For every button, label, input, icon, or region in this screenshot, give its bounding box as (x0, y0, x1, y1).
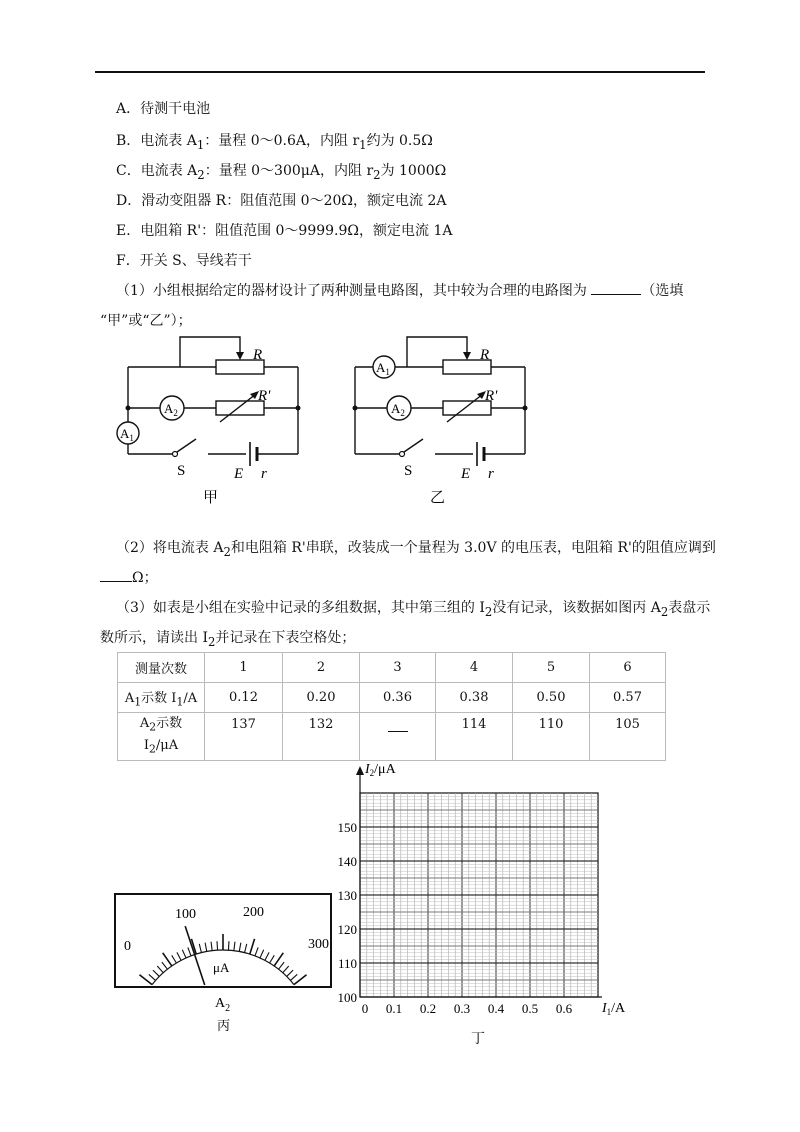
label-r-prime: R' (485, 388, 498, 404)
table-cell: 132 (283, 713, 360, 761)
label-e: E (234, 466, 244, 482)
option-c: C．电流表 $A_2$：量程 0～300μA，内阻 $r_2$为 1000Ω (116, 163, 447, 182)
caption-jia: 甲 (203, 490, 219, 506)
table-cell: 4 (436, 653, 513, 683)
meter-tick-label: 100 (175, 907, 196, 922)
meter-bing (113, 890, 338, 1040)
table-cell: 5 (513, 653, 590, 683)
label-e: E (461, 466, 471, 482)
top-rule (95, 71, 705, 73)
table-row (118, 683, 666, 713)
x-tick-label: 0.5 (521, 1001, 539, 1016)
label-s: S (177, 463, 186, 479)
meter-tick (217, 941, 218, 950)
question-1-line-2: “甲”或“乙”）； (100, 313, 192, 329)
label-r: R (253, 347, 263, 363)
grid (360, 793, 598, 997)
row-label-a1: $A_1$示数 $I_1/A$ (118, 683, 205, 713)
y-tick-label: 130 (337, 888, 357, 903)
table-cell: 105 (590, 713, 666, 761)
meter-tick-label: 300 (308, 937, 329, 952)
table-cell: 0.12 (205, 683, 283, 713)
circuit-jia (110, 330, 320, 510)
table-cell: 110 (513, 713, 590, 761)
table-row (118, 713, 666, 761)
answer-blank-1[interactable] (591, 294, 641, 295)
x-axis-label: $I_1/A$ (602, 1001, 626, 1017)
x-tick-label: 0.3 (453, 1001, 471, 1016)
row-label-a2: $A_2$示数 $I_2/\mu A$ (118, 713, 205, 761)
label-r: R (480, 347, 490, 363)
question-2-line-1: （2）将电流表 $A_2$和电阻箱 R'串联，改装成一个量程为 3.0V 的电压表，电阻箱 R'的阻值应调到 (116, 540, 716, 559)
table-cell: 0.36 (360, 683, 436, 713)
y-tick-labels (338, 820, 358, 1005)
x-tick-labels (362, 1001, 573, 1016)
meter-tick (228, 941, 229, 950)
label-a1: $A_1$ (120, 426, 134, 443)
label-r-internal: r (261, 466, 267, 482)
table-cell: 2 (283, 653, 360, 683)
y-tick-label: 100 (337, 990, 357, 1005)
x-tick-label: 0.2 (419, 1001, 437, 1016)
meter-unit: μA (213, 960, 230, 975)
label-a2: $A_2$ (164, 401, 178, 418)
x-tick-label: 0 (361, 1001, 369, 1016)
label-r-prime: R' (258, 388, 271, 404)
caption-bing: 丙 (217, 1018, 231, 1033)
label-a2: $A_2$ (391, 401, 405, 418)
question-1-line-1: （1）小组根据给定的器材设计了两种测量电路图，其中较为合理的电路图为 （选填 (116, 283, 684, 299)
option-b: B．电流表 $A_1$：量程 0～0.6A，内阻 $r_1$约为 0.5Ω (116, 133, 433, 152)
answer-blank-2[interactable] (100, 581, 132, 582)
option-a: A．待测干电池 (116, 101, 211, 117)
caption-yi: 乙 (430, 490, 446, 506)
label-a1: $A_1$ (376, 360, 390, 377)
graph-ding (330, 760, 640, 1050)
table-cell: 0.20 (283, 683, 360, 713)
question-3-line-2: 数所示，请读出 $I_2$并记录在下表空格处； (100, 630, 356, 649)
label-s: S (404, 463, 413, 479)
meter-name: $A_2$ (215, 996, 231, 1014)
meter-tick-label: 200 (243, 905, 264, 920)
label-r-internal: r (488, 466, 494, 482)
question-3-line-1: （3）如表是小组在实验中记录的多组数据，其中第三组的 $I_2$没有记录，该数据如图丙 $A_2$表盘示 (116, 600, 711, 619)
x-tick-label: 0.1 (385, 1001, 403, 1016)
circuit-yi (337, 330, 547, 510)
y-axis-arrow (356, 766, 364, 775)
option-f: F．开关 S、导线若干 (116, 253, 252, 269)
y-tick-label: 120 (337, 922, 357, 937)
x-tick-label: 0.6 (555, 1001, 573, 1016)
table-cell: 测量次数 (118, 653, 205, 683)
table-header-row (118, 653, 666, 683)
table-cell: 1 (205, 653, 283, 683)
table-cell: 114 (436, 713, 513, 761)
table-cell: 6 (590, 653, 666, 683)
y-tick-label: 150 (337, 820, 357, 835)
option-d: D．滑动变阻器 R：阻值范围 0～20Ω，额定电流 2A (116, 193, 447, 209)
y-tick-label: 140 (337, 854, 357, 869)
y-axis-label: $I_2/\mu A$ (365, 762, 396, 778)
chart-title: 丁 (471, 1032, 485, 1047)
y-tick-label: 110 (337, 956, 357, 971)
table-cell: 0.57 (590, 683, 666, 713)
table-cell: 3 (360, 653, 436, 683)
question-2-line-2: Ω； (100, 567, 158, 587)
table-cell: 0.38 (436, 683, 513, 713)
table-answer-cell[interactable] (360, 713, 436, 761)
table-cell: 137 (205, 713, 283, 761)
data-table (117, 652, 666, 761)
table-cell: 0.50 (513, 683, 590, 713)
option-e: E．电阻箱 R'：阻值范围 0～9999.9Ω，额定电流 1A (116, 223, 453, 239)
meter-tick-label: 0 (124, 939, 131, 954)
x-tick-label: 0.4 (487, 1001, 505, 1016)
